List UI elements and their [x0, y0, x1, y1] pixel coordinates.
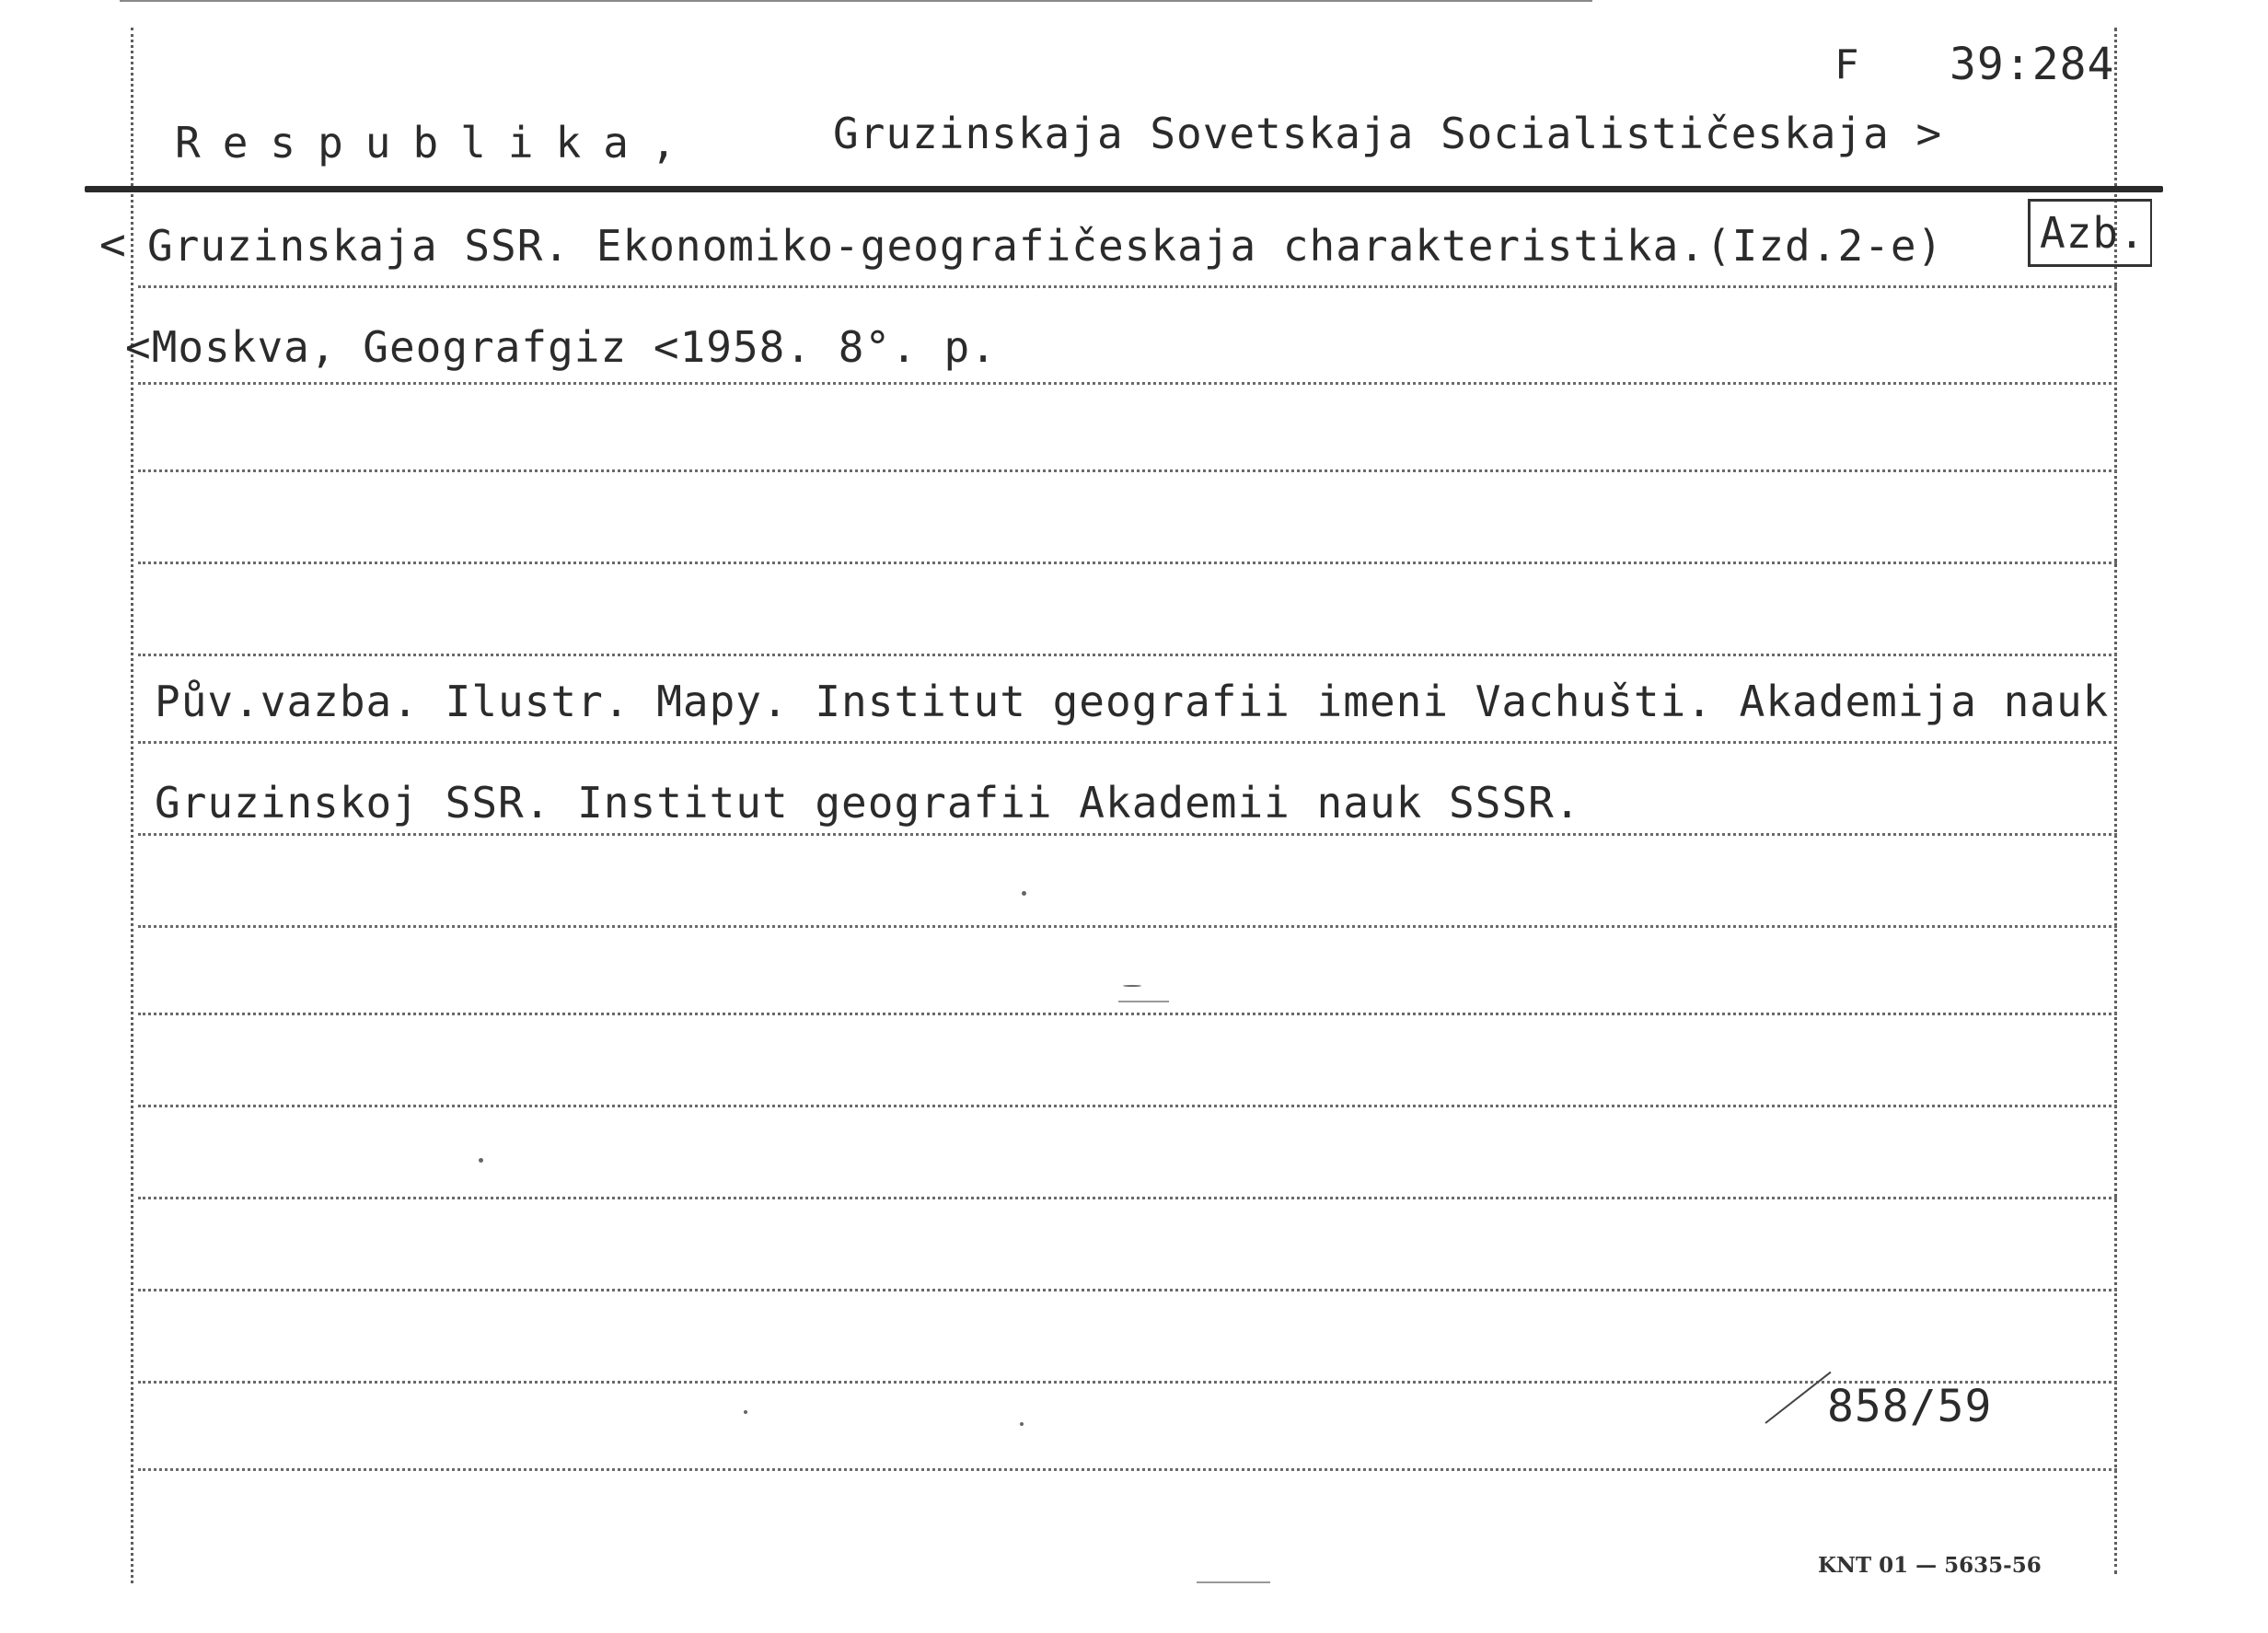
ruled-line: [138, 469, 2117, 472]
title-line: Gruzinskaja SSR. Ekonomiko-geografičeskaja charakteristika.(Izd.2-e): [147, 221, 1944, 271]
accession-number: 858/59: [1827, 1381, 1993, 1432]
note-line-1: Pův.vazba. Ilustr. Mapy. Institut geografii imeni Vachušti. Akademija nauk: [155, 677, 2110, 726]
ink-speck: [1123, 985, 1141, 987]
card-top-edge: [120, 0, 1592, 2]
heading-rest: Gruzinskaja Sovetskaja Socialističeskaja >: [833, 109, 1943, 158]
ink-speck: [479, 1158, 483, 1163]
heading-word: Respublika,: [175, 118, 699, 168]
ink-speck: [1020, 1422, 1024, 1426]
note-line-2: Gruzinskoj SSR. Institut geografii Akademii nauk SSSR.: [155, 778, 1581, 828]
ink-speck: [744, 1410, 747, 1414]
ruled-line: [138, 833, 2117, 836]
ruled-line: [138, 1289, 2117, 1291]
ruled-line: [138, 1105, 2117, 1107]
left-margin-line: [131, 28, 133, 1583]
language-code: Azb.: [2040, 208, 2146, 258]
ruled-line: [138, 562, 2117, 564]
ruled-line: [138, 1013, 2117, 1015]
ruled-line: [138, 285, 2117, 288]
ruled-line: [138, 382, 2117, 385]
call-number: 39:284: [1950, 39, 2115, 90]
ink-speck: [1118, 1001, 1169, 1002]
ruled-line: [138, 1468, 2117, 1471]
ruled-line: [138, 1197, 2117, 1199]
form-code: KNT 01 — 5635-56: [1818, 1553, 2042, 1578]
call-letter: F: [1834, 41, 1860, 88]
imprint-line: <Moskva, Geografgiz <1958. 8°. p.: [125, 322, 997, 372]
title-bracket: <: [99, 219, 126, 271]
heading-rule: [85, 186, 2163, 192]
ruled-line: [138, 741, 2117, 744]
handwritten-stroke: [1765, 1372, 1831, 1424]
ink-speck: [1197, 1581, 1270, 1583]
ruled-line: [138, 654, 2117, 656]
ink-speck: [1022, 891, 1026, 896]
ruled-line: [138, 925, 2117, 928]
